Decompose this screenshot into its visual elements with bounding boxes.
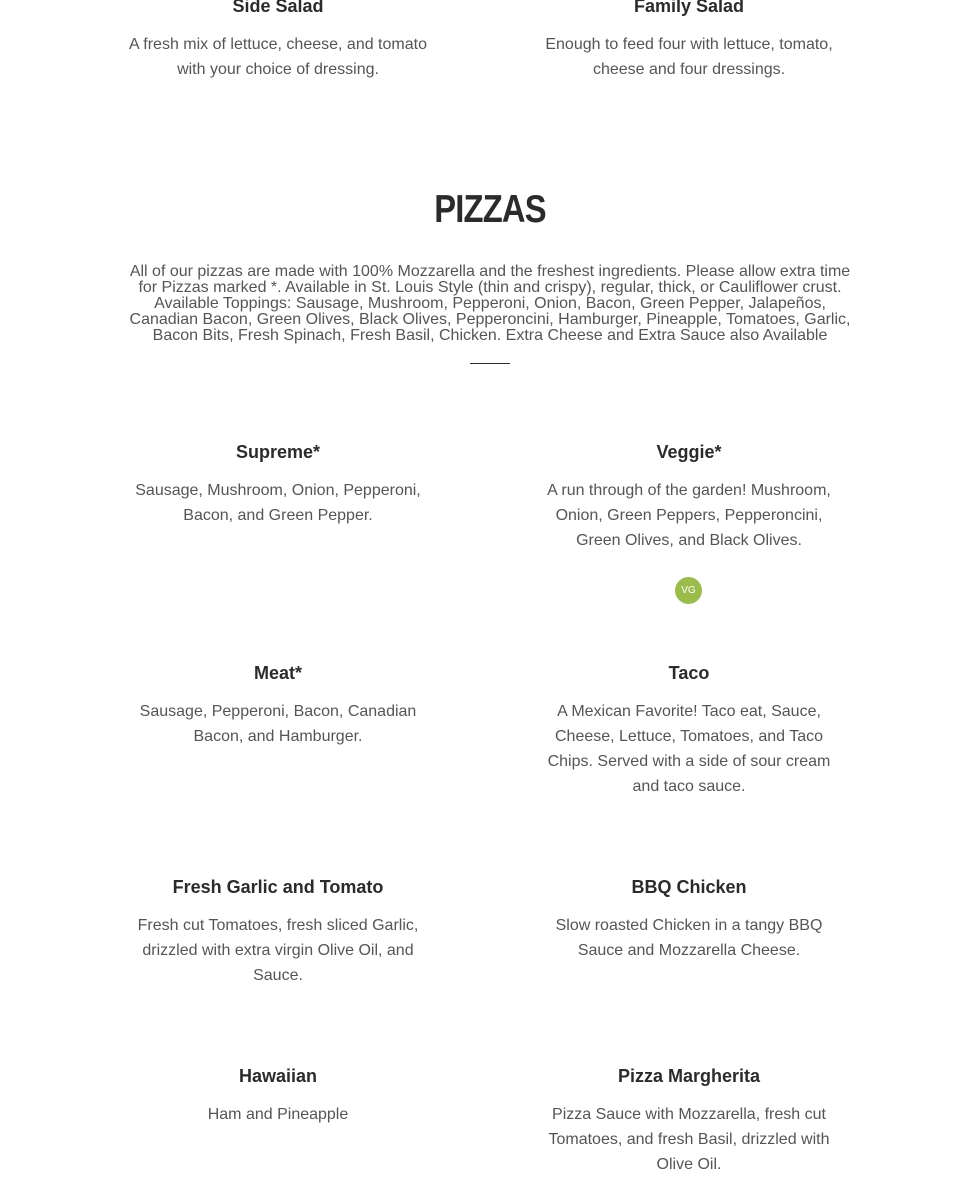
menu-item-description: Enough to feed four with lettuce, tomato, cheese and four dressings. — [545, 36, 833, 78]
menu-item-name: Supreme* — [235, 442, 321, 462]
menu-item-name: BBQ Chicken — [631, 877, 747, 897]
section-title: PIZZAS — [434, 188, 546, 231]
menu-item-meat — [128, 662, 428, 749]
menu-item-description: Pizza Sauce with Mozzarella, fresh cut Tomatoes, and fresh Basil, drizzled with Olive Oil. — [548, 1106, 830, 1173]
menu-item-description: Sausage, Pepperoni, Bacon, Canadian Bacon, and Hamburger. — [139, 703, 417, 745]
menu-item-fresh-garlic-and-tomato — [128, 876, 428, 988]
menu-item-name: Veggie* — [656, 442, 722, 462]
menu-item-taco — [539, 662, 839, 799]
menu-item-description: Sausage, Mushroom, Onion, Pepperoni, Bacon, and Green Pepper. — [135, 482, 421, 524]
menu-item-family-salad — [539, 0, 839, 82]
menu-item-description: Ham and Pineapple — [207, 1106, 349, 1123]
section-divider — [470, 363, 510, 364]
menu-item-name: Side Salad — [232, 0, 324, 16]
vegetarian-badge-icon: VG — [675, 577, 702, 604]
menu-item-supreme — [128, 441, 428, 528]
menu-item-hawaiian — [128, 1065, 428, 1127]
menu-item-name: Pizza Margherita — [617, 1066, 761, 1086]
menu-item-name: Family Salad — [633, 0, 745, 16]
menu-item-description: Fresh cut Tomatoes, fresh sliced Garlic, drizzled with extra virgin Olive Oil, and Sauce. — [137, 917, 419, 984]
section-intro: All of our pizzas are made with 100% Mozzarella and the freshest ingredients. Please allow extra time for Pizzas marked *. Available in St. Louis Style (thin and crispy), regular, thick, or Cauliflower crust. Available Toppings: Sausage, Mushroom, Pepperoni, Onion, Bacon, Green Pepper, Jalapeños, Canadian Bacon, Green Olives, Black Olives, Pepperoncini, Hamburger, Pineapple, Tomatoes, Garlic, Bacon Bits, Fresh Spinach, Fresh Basil, Chicken. Extra Cheese and Extra Sauce also Available — [129, 263, 851, 344]
menu-item-name: Hawaiian — [238, 1066, 318, 1086]
menu-item-pizza-margherita — [539, 1065, 839, 1177]
menu-item-veggie — [539, 441, 839, 553]
menu-item-side-salad — [128, 0, 428, 82]
menu-item-bbq-chicken — [539, 876, 839, 963]
menu-item-description: Slow roasted Chicken in a tangy BBQ Sauce and Mozzarella Cheese. — [555, 917, 823, 959]
menu-item-description: A Mexican Favorite! Taco eat, Sauce, Cheese, Lettuce, Tomatoes, and Taco Chips. Served with a side of sour cream and taco sauce. — [547, 703, 831, 795]
menu-item-description: A run through of the garden! Mushroom, Onion, Green Peppers, Pepperoncini, Green Olives, and Black Olives. — [547, 482, 831, 549]
menu-item-name: Taco — [668, 663, 710, 683]
menu-item-name: Fresh Garlic and Tomato — [172, 877, 384, 897]
menu-item-description: A fresh mix of lettuce, cheese, and tomato with your choice of dressing. — [129, 36, 427, 78]
menu-item-name: Meat* — [253, 663, 302, 683]
